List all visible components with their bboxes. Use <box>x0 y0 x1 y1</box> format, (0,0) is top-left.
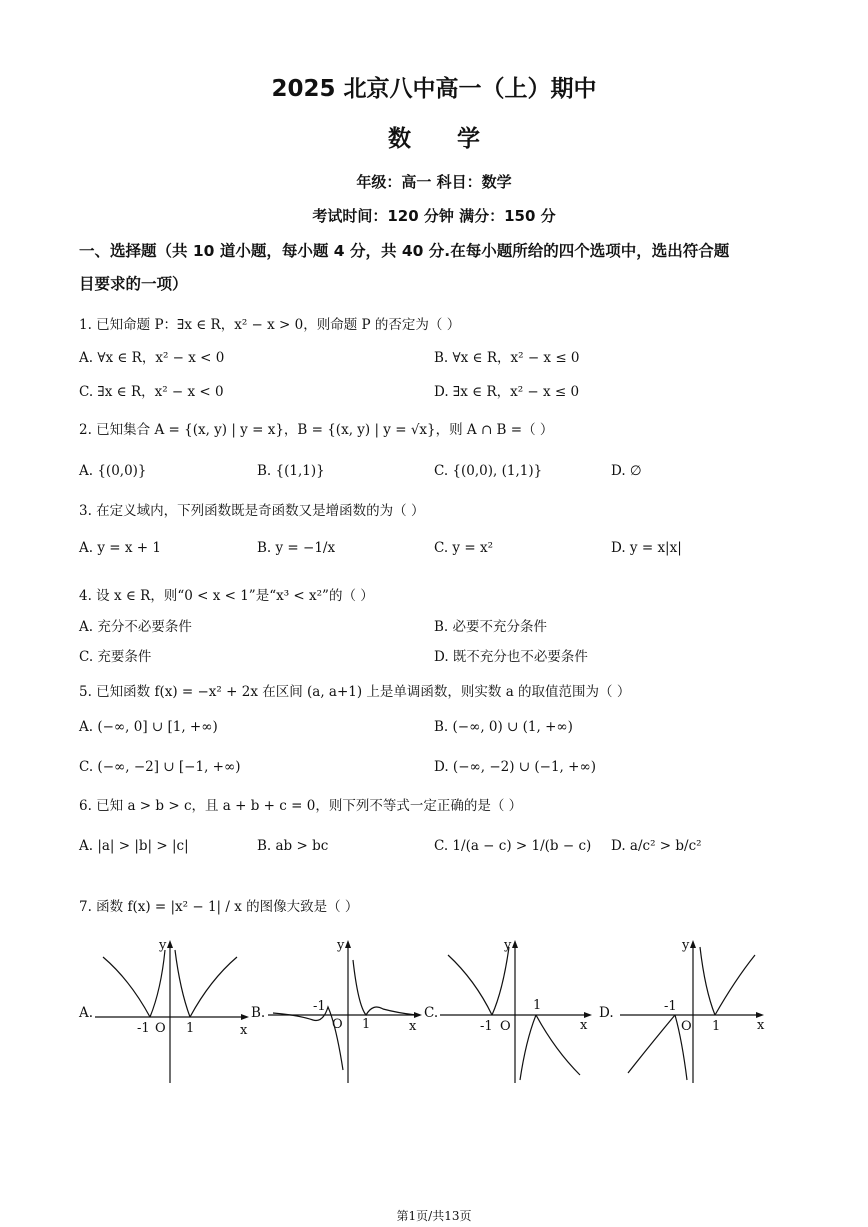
question-2-option-c: C. {(0,0), (1,1)} <box>434 463 543 479</box>
question-6-option-c: C. 1/(a − c) > 1/(b − c) <box>434 838 592 854</box>
graph-a-curve-left-outer <box>103 957 150 1017</box>
graph-c-one-label: 1 <box>533 998 542 1013</box>
graph-a-curve-right-outer <box>190 957 237 1017</box>
graph-d-curve-left-outer <box>628 1015 675 1073</box>
graph-d-neg-one-label: -1 <box>664 999 677 1014</box>
graph-b-one-label: 1 <box>362 1017 371 1032</box>
graph-a-origin-label: O <box>155 1021 166 1036</box>
section-heading-line2: 目要求的一项） <box>79 275 188 293</box>
graph-c-curve-right-inner <box>520 1015 536 1080</box>
question-5-option-a: A. (−∞, 0] ∪ [1, +∞) <box>79 719 218 735</box>
graph-a-y-label: y <box>159 938 167 953</box>
graph-c-y-arrow <box>512 940 518 948</box>
graph-b-curve-right <box>353 960 416 1015</box>
question-3-stem: 3. 在定义域内，下列函数既是奇函数又是增函数的为（ ） <box>79 503 425 519</box>
question-1-option-c: C. ∃x ∈ R，x² − x < 0 <box>79 384 224 400</box>
section-heading-line1: 一、选择题（共 10 道小题，每小题 4 分，共 40 分.在每小题所给的四个选项中，选出符合题 <box>79 242 730 260</box>
exam-title: 2025 北京八中高一（上）期中 <box>271 76 597 102</box>
graph-b-origin-label: O <box>332 1017 343 1032</box>
graph-b-neg-one-label: -1 <box>313 999 326 1014</box>
question-6-option-b: B. ab > bc <box>257 838 329 854</box>
graph-d-origin-label: O <box>681 1019 692 1034</box>
question-4-option-b: B. 必要不充分条件 <box>434 619 548 635</box>
graph-c-x-label: x <box>580 1018 588 1033</box>
question-3-option-d: D. y = x|x| <box>611 540 682 556</box>
graph-c-origin-label: O <box>500 1019 511 1034</box>
question-7-option-b: B. <box>251 1005 266 1021</box>
question-7-option-d: D. <box>599 1005 614 1021</box>
graph-b <box>268 935 428 1085</box>
question-6-option-a: A. |a| > |b| > |c| <box>79 838 189 854</box>
graph-c-y-label: y <box>504 938 512 953</box>
question-1-stem: 1. 已知命题 P：∃x ∈ R，x² − x > 0，则命题 P 的否定为（ ） <box>79 317 461 333</box>
graph-a-neg-one-label: -1 <box>137 1021 150 1036</box>
question-4-stem: 4. 设 x ∈ R，则“0 < x < 1”是“x³ < x²”的（ ） <box>79 588 374 604</box>
graph-a <box>95 935 255 1085</box>
question-4-option-d: D. 既不充分也不必要条件 <box>434 649 588 665</box>
question-1-option-b: B. ∀x ∈ R，x² − x ≤ 0 <box>434 350 580 366</box>
graph-d-y-label: y <box>682 938 690 953</box>
question-7-option-a: A. <box>79 1005 94 1021</box>
time-line: 考试时间：120 分钟 满分：150 分 <box>312 207 556 225</box>
question-5-option-c: C. (−∞, −2] ∪ [−1, +∞) <box>79 759 241 775</box>
question-7-stem: 7. 函数 f(x) = |x² − 1| / x 的图像大致是（ ） <box>79 899 359 915</box>
question-2-option-a: A. {(0,0)} <box>79 463 147 479</box>
subject-title: 数 学 <box>388 126 480 152</box>
question-4-option-a: A. 充分不必要条件 <box>79 619 192 635</box>
question-3-option-c: C. y = x² <box>434 540 493 556</box>
graph-c-curve-left-inner <box>492 947 509 1015</box>
graph-a-curve-left-inner <box>150 950 165 1017</box>
question-1-option-a: A. ∀x ∈ R，x² − x < 0 <box>79 350 225 366</box>
graph-a-curve-right-inner <box>175 950 190 1017</box>
graph-d-x-label: x <box>757 1018 765 1033</box>
graph-a-one-label: 1 <box>186 1021 195 1036</box>
question-7-option-c: C. <box>424 1005 439 1021</box>
graph-c-neg-one-label: -1 <box>480 1019 493 1034</box>
graph-c <box>440 935 600 1085</box>
graph-a-y-arrow <box>167 940 173 948</box>
graph-b-y-label: y <box>337 938 345 953</box>
question-2-option-b: B. {(1,1)} <box>257 463 325 479</box>
question-5-option-b: B. (−∞, 0) ∪ (1, +∞) <box>434 719 573 735</box>
grade-line: 年级：高一 科目：数学 <box>356 173 512 191</box>
graph-b-y-arrow <box>345 940 351 948</box>
graph-d-one-label: 1 <box>712 1019 721 1034</box>
graph-b-x-label: x <box>409 1019 417 1034</box>
question-6-stem: 6. 已知 a > b > c，且 a + b + c = 0，则下列不等式一定正确的是（ ） <box>79 798 523 814</box>
question-6-option-d: D. a/c² > b/c² <box>611 838 702 854</box>
question-3-option-a: A. y = x + 1 <box>79 540 161 556</box>
graph-d-curve-right-outer <box>715 955 755 1015</box>
page-footer: 第1页/共13页 <box>396 1209 472 1223</box>
graph-a-x-arrow <box>241 1014 249 1020</box>
graph-d-y-arrow <box>690 940 696 948</box>
question-3-option-b: B. y = −1/x <box>257 540 336 556</box>
graph-c-curve-left-outer <box>448 955 492 1015</box>
graph-d <box>620 935 780 1085</box>
graph-a-x-label: x <box>240 1023 248 1038</box>
question-2-option-d: D. ∅ <box>611 463 642 479</box>
question-4-option-c: C. 充要条件 <box>79 649 152 665</box>
question-5-option-d: D. (−∞, −2) ∪ (−1, +∞) <box>434 759 596 775</box>
graph-c-curve-right-outer <box>536 1015 580 1075</box>
graph-d-curve-right-inner <box>700 947 715 1015</box>
question-2-stem: 2. 已知集合 A = {(x, y) | y = x}，B = {(x, y) | y = √x}，则 A ∩ B =（ ） <box>79 422 554 438</box>
question-1-option-d: D. ∃x ∈ R，x² − x ≤ 0 <box>434 384 580 400</box>
question-5-stem: 5. 已知函数 f(x) = −x² + 2x 在区间 (a, a+1) 上是单调函数，则实数 a 的取值范围为（ ） <box>79 684 631 700</box>
